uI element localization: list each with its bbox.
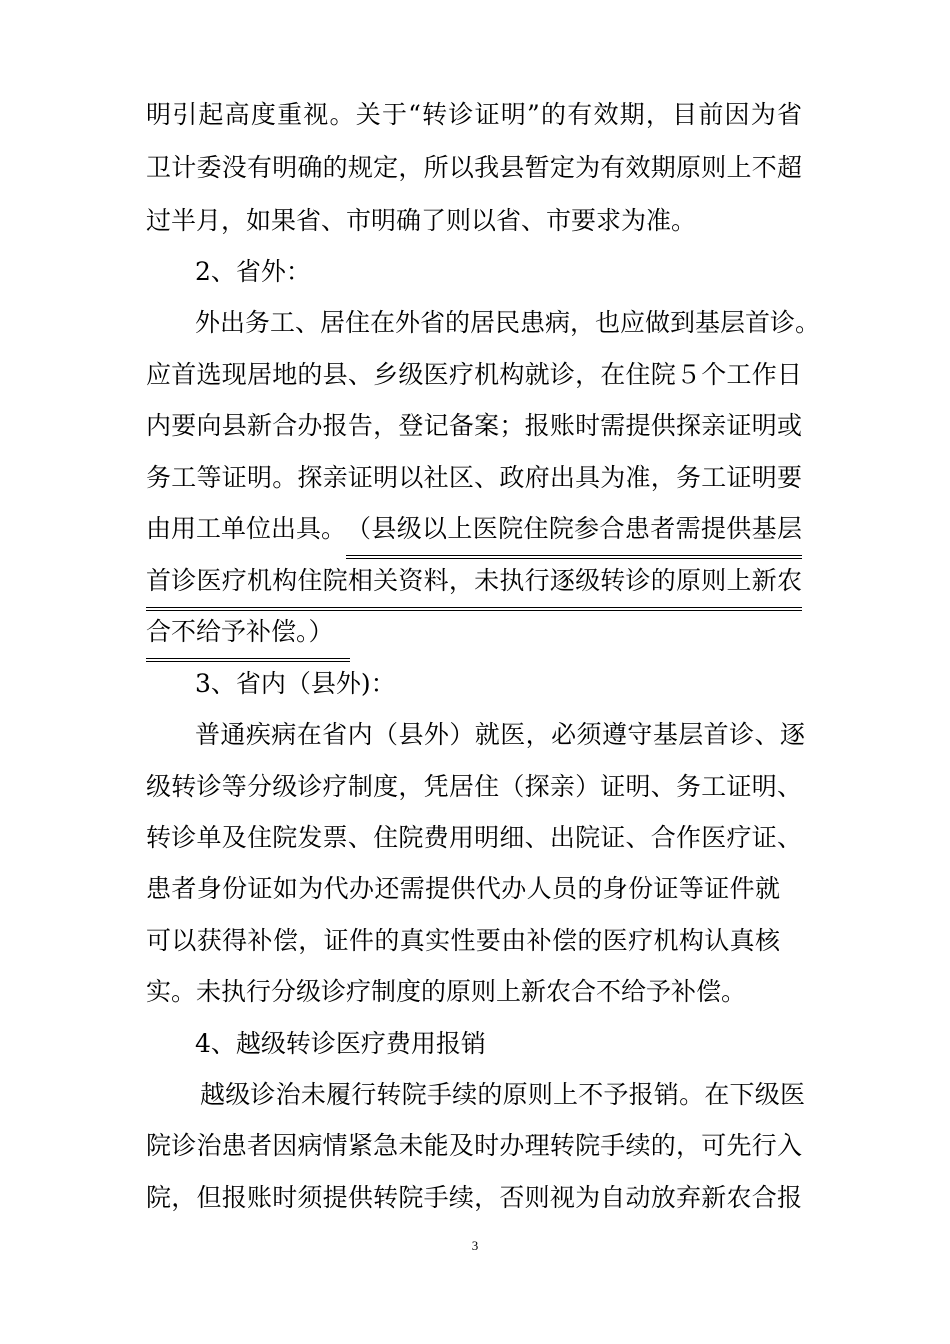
- paragraph-line-9: [0, 555, 950, 607]
- paragraph-line-14: [0, 863, 950, 915]
- line-text-18: 院诊治患者因病情紧急未能及时办理转院手续的，可先行入: [146, 1131, 802, 1160]
- paragraph-line-7: [0, 452, 950, 504]
- line-text-17: 越级诊治未履行转院手续的原则上不予报销。在下级医: [200, 1080, 805, 1109]
- line-text-16: 实。未执行分级诊疗制度的原则上新农合不给予补偿。: [146, 977, 747, 1006]
- underlined-note-part-2: 首诊医疗机构住院相关资料，未执行逐级转诊的原则上新农: [146, 559, 802, 611]
- heading-text-4: 4、越级转诊医疗费用报销: [195, 1029, 486, 1058]
- line-text-7: 务工等证明。探亲证明以社区、政府出具为准，务工证明要: [146, 463, 802, 492]
- page-number: 3: [471, 1238, 479, 1253]
- paragraph-line-4: [0, 297, 950, 349]
- line-text-5: 应首选现居地的县、乡级医疗机构就诊，在住院５个工作日: [146, 360, 802, 389]
- line-text-13: 转诊单及住院发票、住院费用明细、出院证、合作医疗证、: [146, 823, 802, 852]
- heading-text-2: 2、省外：: [195, 257, 311, 286]
- paragraph-line-1: [0, 89, 950, 141]
- paragraph-line-13: [0, 812, 950, 864]
- paragraph-line-11: [0, 709, 950, 761]
- line-text-11: 普通疾病在省内（县外）就医，必须遵守基层首诊、逐: [195, 720, 805, 749]
- paragraph-line-5: [0, 349, 950, 401]
- paragraph-line-6: [0, 400, 950, 452]
- paragraph-line-12: [0, 761, 950, 813]
- paragraph-line-19: [0, 1172, 950, 1224]
- line-text-3: 过半月，如果省、市明确了则以省、市要求为准。: [146, 206, 697, 235]
- underlined-note-part-1: （县级以上医院住院参合患者需提供基层: [346, 507, 802, 559]
- line-text-6: 内要向县新合办报告，登记备案；报账时需提供探亲证明或: [146, 411, 802, 440]
- section-heading-over-level-referral: [0, 1018, 950, 1070]
- line-text-14: 患者身份证如为代办还需提供代办人员的身份证等证件就: [146, 874, 780, 903]
- line-text-8: 由用工单位出具。: [146, 514, 347, 543]
- paragraph-line-18: [0, 1120, 950, 1172]
- line-text-19: 院，但报账时须提供转院手续，否则视为自动放弃新农合报: [146, 1183, 802, 1212]
- paragraph-line-3: [0, 195, 950, 247]
- line-text-2: 卫计委没有明确的规定，所以我县暂定为有效期原则上不超: [146, 153, 802, 182]
- paragraph-line-15: [0, 915, 950, 967]
- paragraph-line-8: [0, 503, 950, 555]
- line-text-15: 可以获得补偿，证件的真实性要由补偿的医疗机构认真核: [146, 926, 780, 955]
- line-text-12: 级转诊等分级诊疗制度，凭居住（探亲）证明、务工证明、: [146, 772, 802, 801]
- paragraph-line-16: [0, 966, 950, 1018]
- paragraph-line-10: [0, 606, 950, 658]
- line-text-1: 明引起高度重视。关于“转诊证明”的有效期，目前因为省: [146, 100, 802, 129]
- underlined-note-part-3: 合不给予补偿。）: [146, 610, 350, 662]
- paragraph-line-17: [0, 1069, 950, 1121]
- section-heading-province-inside: [0, 658, 950, 710]
- paragraph-line-2: [0, 142, 950, 194]
- heading-text-3: 3、省内（县外)：: [195, 669, 396, 698]
- section-heading-province-outside: [0, 246, 950, 298]
- line-text-4: 外出务工、居住在外省的居民患病，也应做到基层首诊。: [195, 308, 821, 337]
